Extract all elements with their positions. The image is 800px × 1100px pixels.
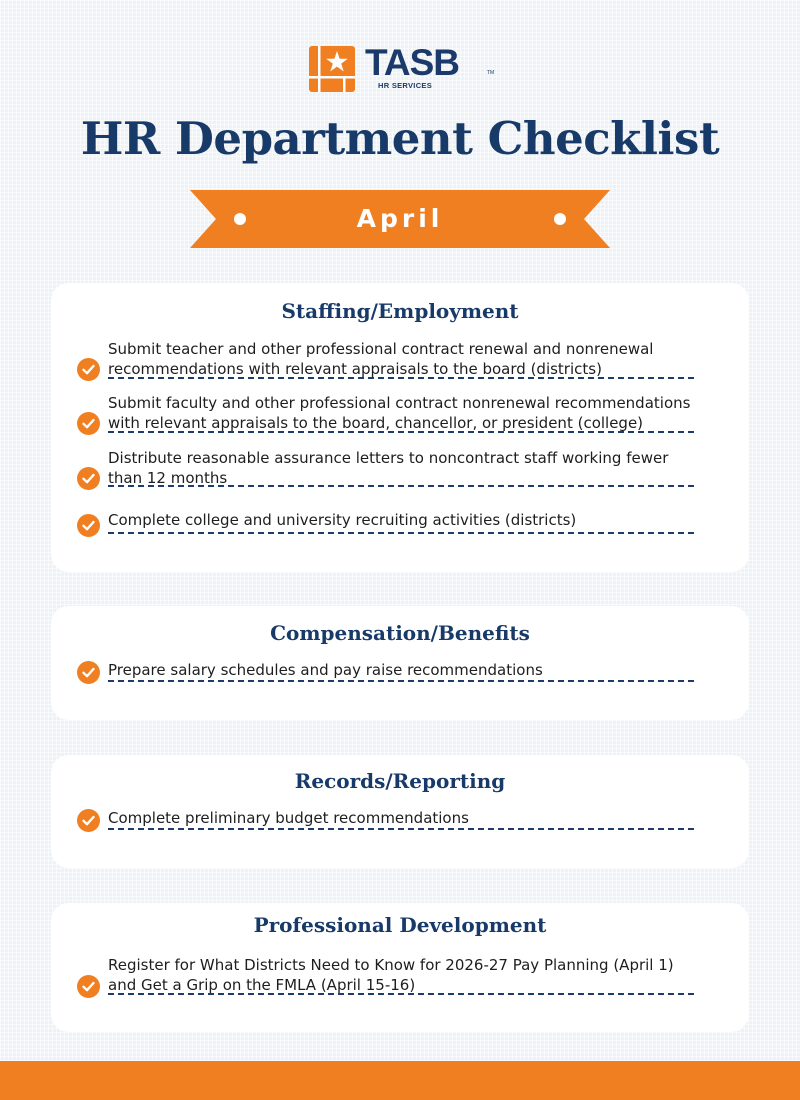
section-title: Staffing/Employment [281, 299, 519, 323]
checklist-item [77, 448, 693, 490]
tasb-star-logo-icon [309, 46, 355, 92]
checklist-item-text: Complete college and university recruiting activities (districts) [108, 511, 577, 529]
checklist-item [77, 339, 693, 381]
section-card-professional-development [51, 903, 749, 1032]
check-circle-icon [77, 809, 100, 832]
dashed-divider [108, 431, 694, 433]
logo-wordmark: TASB [365, 42, 459, 83]
dashed-divider [108, 485, 694, 487]
logo-trademark: TM [487, 70, 495, 76]
check-circle-icon [77, 514, 100, 537]
checklist-item [77, 393, 693, 435]
check-circle-icon [77, 467, 100, 490]
logo-subtitle: HR SERVICES [378, 81, 433, 90]
checklist-item-text: Submit teacher and other professional contract renewal and nonrenewal recommendations with relevant appraisals to the board (districts) [108, 340, 654, 378]
section-title: Compensation/Benefits [270, 621, 530, 645]
page-title: HR Department Checklist [80, 112, 720, 165]
dashed-divider [108, 532, 694, 534]
check-circle-icon [77, 975, 100, 998]
month-label: April [356, 204, 444, 233]
check-circle-icon [77, 412, 100, 435]
dashed-divider [108, 828, 694, 830]
dashed-divider [108, 993, 694, 995]
section-title: Professional Development [253, 913, 547, 937]
checklist-item-text: Complete preliminary budget recommendations [108, 809, 469, 827]
checklist-item-text: Submit faculty and other professional contract nonrenewal recommendations with relevant appraisals to the board, chancellor, or president (college) [108, 394, 691, 432]
checklist-item-text: Distribute reasonable assurance letters to noncontract staff working fewer than 12 months [108, 449, 669, 487]
section-card-staffing [51, 283, 749, 572]
check-circle-icon [77, 661, 100, 684]
section-title: Records/Reporting [294, 769, 506, 793]
checklist-item [77, 955, 693, 997]
footer-bar [0, 1061, 800, 1100]
checklist-item-text: Prepare salary schedules and pay raise recommendations [108, 661, 543, 679]
section-card-records [51, 755, 749, 868]
check-circle-icon [77, 358, 100, 381]
month-banner [190, 190, 610, 248]
checklist-item [77, 808, 693, 836]
dashed-divider [108, 680, 694, 682]
tasb-logo [309, 44, 499, 94]
checklist-item [77, 660, 693, 688]
checklist-item [77, 510, 693, 538]
checklist-item-text: Register for What Districts Need to Know for 2026-27 Pay Planning (April 1) and Get a Grip on the FMLA (April 15-16) [108, 956, 674, 994]
dashed-divider [108, 377, 694, 379]
section-card-compensation [51, 606, 749, 720]
